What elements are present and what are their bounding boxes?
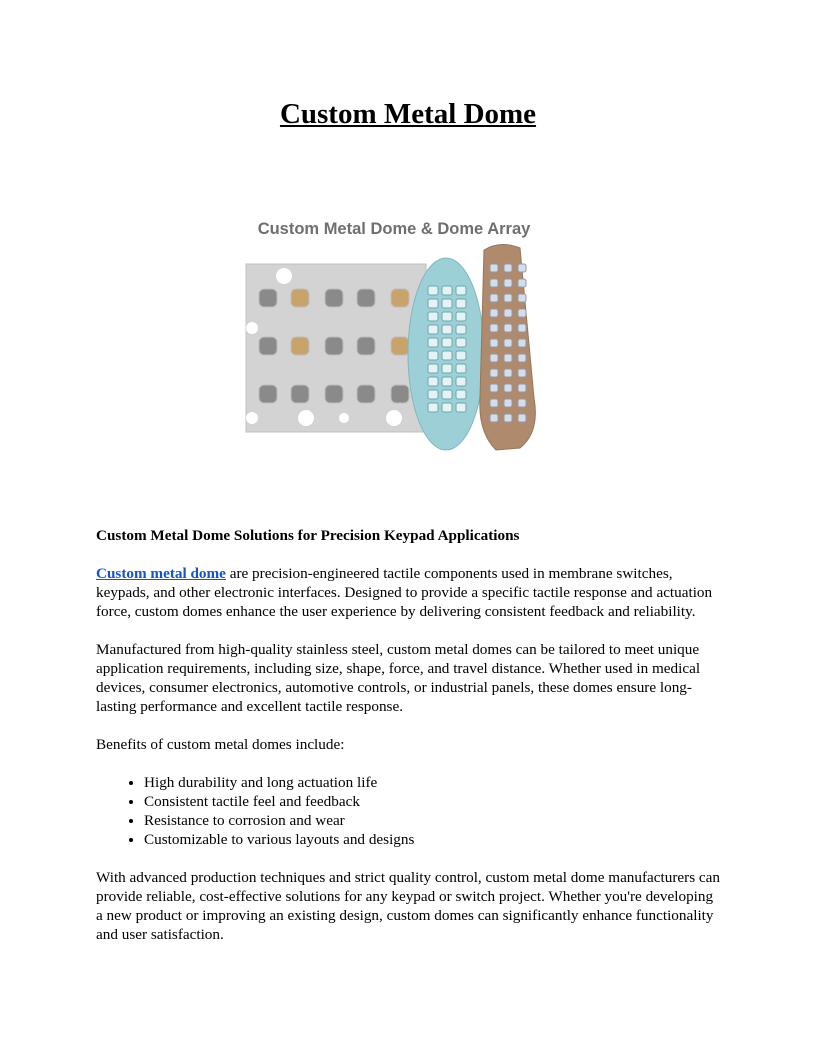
intro-paragraph bbox=[96, 564, 720, 621]
metal-dome-array-photo-icon bbox=[244, 218, 552, 454]
list-item: • Customizable to various layouts and designs bbox=[144, 830, 720, 849]
article-body bbox=[96, 526, 720, 963]
page-title: Custom Metal Dome bbox=[279, 98, 537, 130]
benefits-intro: Benefits of custom metal domes include: bbox=[96, 736, 345, 753]
benefits-list bbox=[96, 773, 720, 849]
closing-paragraph: With advanced production techniques and strict quality control, custom metal dome manufacturers can provide reliable, cost-effective solutions for any keypad or switch project. Whether you're developing a new product or improving an existing design, custom domes can significantly enhance functionality and user satisfaction. bbox=[96, 869, 720, 943]
custom-metal-dome-link[interactable]: Custom metal dome bbox=[96, 565, 226, 582]
list-item: • Resistance to corrosion and wear bbox=[144, 811, 720, 830]
article-subheading: Custom Metal Dome Solutions for Precision Keypad Applications bbox=[96, 527, 520, 544]
list-item: • High durability and long actuation life bbox=[144, 773, 720, 792]
manufacturing-paragraph: Manufactured from high-quality stainless steel, custom metal domes can be tailored to meet unique application requirements, including size, shape, force, and travel distance. Whether used in medical devices, consumer electronics, automotive controls, or industrial panels, these domes ensure long-lasting performance and excellent tactile response. bbox=[96, 641, 701, 715]
list-item: • Consistent tactile feel and feedback bbox=[144, 792, 720, 811]
intro-text: are precision-engineered tactile components used in membrane switches, keypads, and other electronic interfaces. Designed to provide a specific tactile response and actuation force, custom domes enhance the user experience by delivering consistent feedback and reliability. bbox=[96, 565, 713, 620]
product-figure bbox=[244, 218, 552, 454]
figure-caption: Custom Metal Dome & Dome Array bbox=[257, 220, 531, 238]
